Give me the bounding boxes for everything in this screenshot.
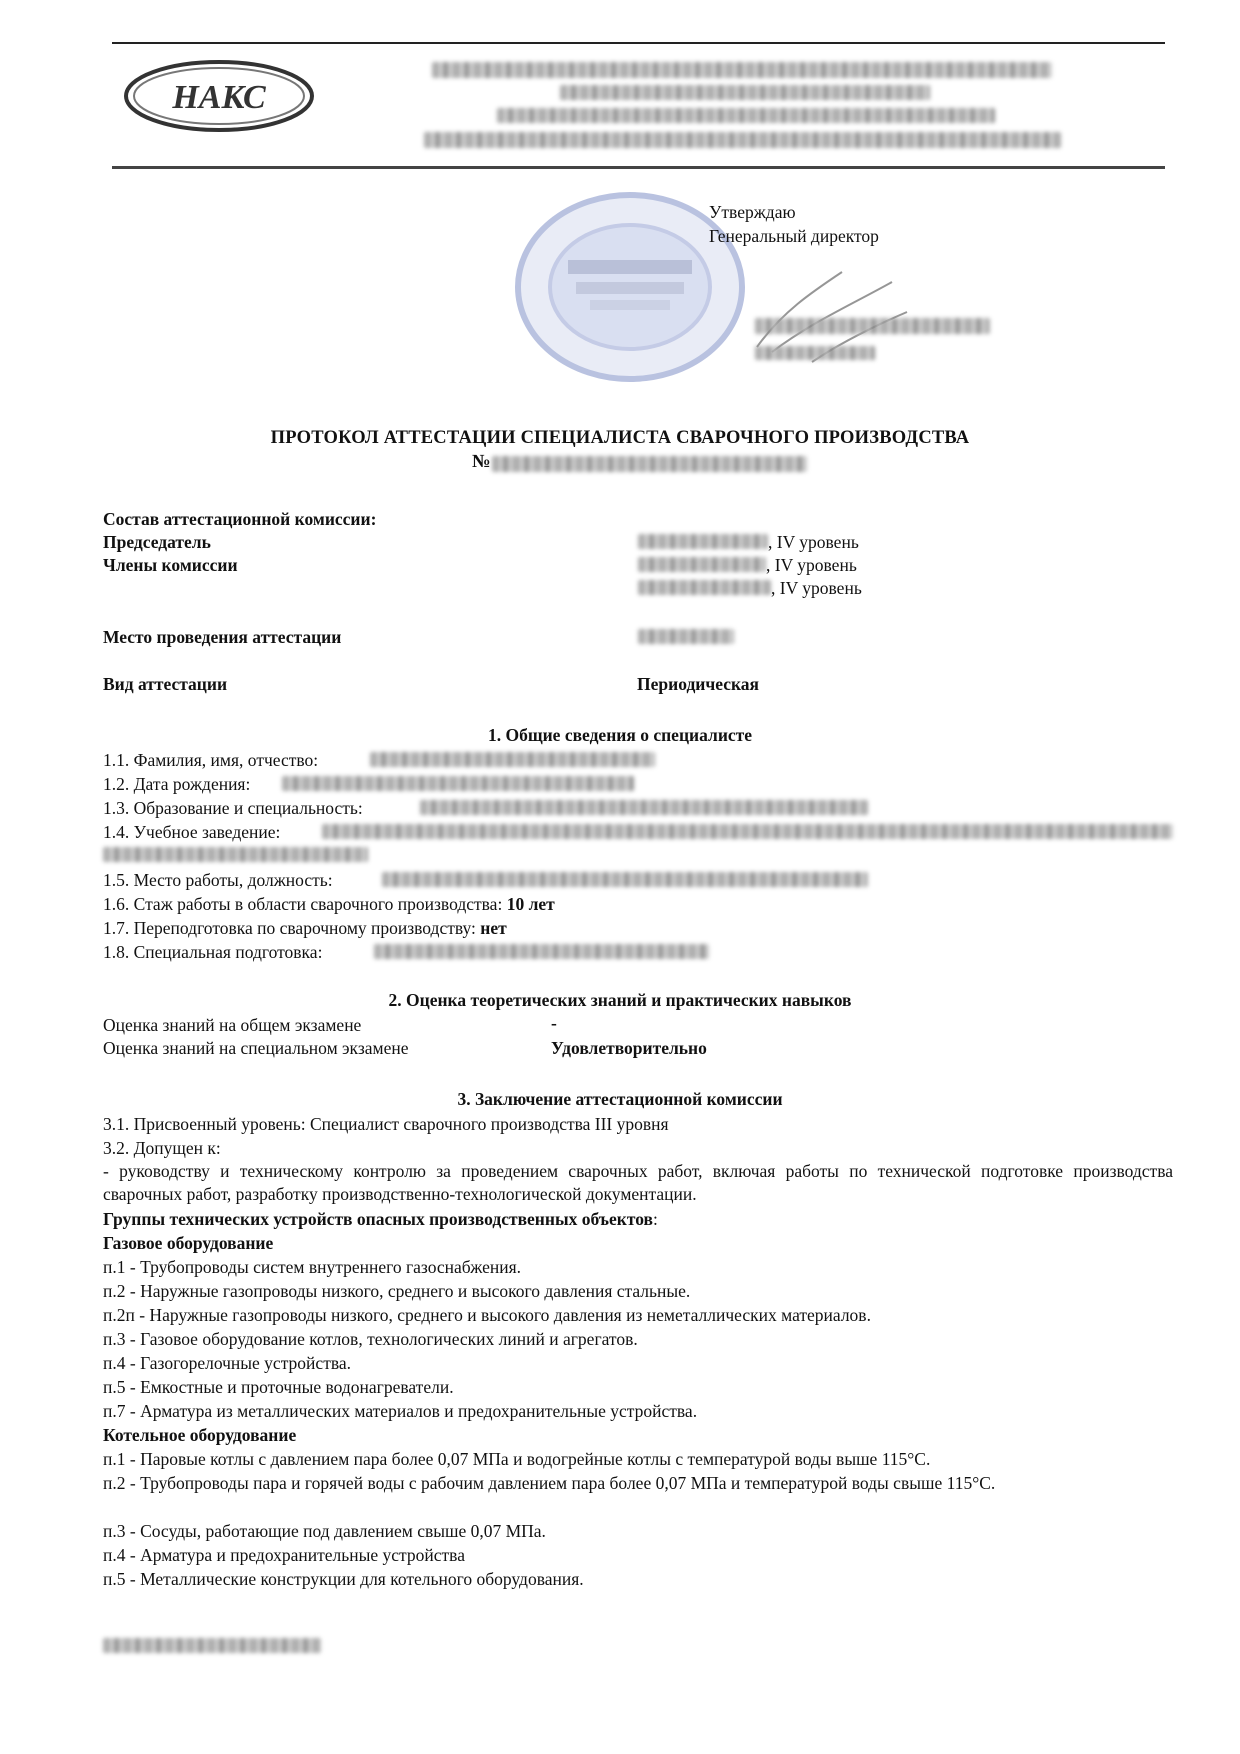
member2-level: , IV уровень — [771, 578, 862, 598]
device-groups-colon: : — [653, 1209, 658, 1229]
naks-logo-icon — [122, 58, 317, 134]
education-label: 1.3. Образование и специальность: — [103, 798, 363, 818]
boiler-equipment-heading: Котельное оборудование — [103, 1425, 297, 1445]
attestation-type-value: Периодическая — [637, 674, 760, 694]
gas-item: п.5 - Емкостные и проточные водонагреватели. — [103, 1377, 454, 1397]
fio-label: 1.1. Фамилия, имя, отчество: — [103, 750, 319, 770]
place-value-redacted — [638, 629, 734, 644]
document-title: ПРОТОКОЛ АТТЕСТАЦИИ СПЕЦИАЛИСТА СВАРОЧНОГО ПРОИЗВОДСТВА — [270, 428, 970, 448]
retraining-row — [103, 917, 507, 939]
gas-item: п.4 - Газогорелочные устройства. — [103, 1353, 352, 1373]
gas-item: п.1 - Трубопроводы систем внутреннего газоснабжения. — [103, 1257, 522, 1277]
special-training-label: 1.8. Специальная подготовка: — [103, 942, 323, 962]
gas-item: п.2п - Наружные газопроводы низкого, среднего и высокого давления из неметаллических материалов. — [103, 1305, 871, 1325]
fio-redacted — [370, 752, 655, 767]
gas-item: п.3 - Газовое оборудование котлов, технологических линий и агрегатов. — [103, 1329, 638, 1349]
director-name-redacted — [755, 318, 990, 334]
section3-heading: 3. Заключение аттестационной комиссии — [457, 1089, 783, 1109]
approve-label: Утверждаю — [709, 202, 796, 222]
experience-value: 10 лет — [506, 894, 555, 914]
boiler-item: п.5 - Металлические конструкции для котельного оборудования. — [103, 1569, 584, 1589]
boiler-item: п.2 - Трубопроводы пара и горячей воды с рабочим давлением пара более 0,07 МПа и температурой воды свыше 115°С. — [103, 1473, 996, 1493]
place-label: Место проведения аттестации — [103, 627, 342, 647]
section1-heading: 1. Общие сведения о специалисте — [487, 725, 753, 745]
gas-equipment-heading: Газовое оборудование — [103, 1233, 274, 1253]
attestation-type-label: Вид аттестации — [103, 674, 228, 694]
members-label: Члены комиссии — [103, 555, 238, 575]
retraining-value: нет — [480, 918, 507, 938]
protocol-number-sign: № — [472, 452, 491, 472]
approver-position: Генеральный директор — [709, 226, 879, 246]
gas-item: п.2 - Наружные газопроводы низкого, среднего и высокого давления стальные. — [103, 1281, 691, 1301]
chairman-label: Председатель — [103, 532, 211, 552]
protocol-number-redacted — [492, 456, 807, 472]
experience-row — [103, 893, 555, 915]
school-redacted-line2 — [103, 847, 368, 862]
top-rule — [112, 42, 1165, 44]
member1-level: , IV уровень — [766, 555, 857, 575]
section2-heading: 2. Оценка теоретических знаний и практических навыков — [388, 990, 852, 1010]
birth-label: 1.2. Дата рождения: — [103, 774, 251, 794]
boiler-item: п.3 - Сосуды, работающие под давлением свыше 0,07 МПа. — [103, 1521, 546, 1541]
gas-item: п.7 - Арматура из металлических материалов и предохранительные устройства. — [103, 1401, 698, 1421]
member2-name-redacted — [638, 580, 771, 595]
device-groups-label: Группы технических устройств опасных производственных объектов — [103, 1209, 653, 1229]
work-label: 1.5. Место работы, должность: — [103, 870, 333, 890]
birth-redacted — [282, 776, 634, 791]
boiler-item: п.4 - Арматура и предохранительные устройства — [103, 1545, 465, 1565]
special-training-redacted — [374, 944, 709, 959]
experience-label: 1.6. Стаж работы в области сварочного производства: — [103, 894, 503, 914]
boiler-item: п.1 - Паровые котлы с давлением пара более 0,07 МПа и водогрейные котлы с температурой воды выше 115°С. — [103, 1449, 931, 1469]
education-redacted — [420, 800, 868, 815]
work-redacted — [382, 872, 868, 887]
footer-code-redacted — [103, 1638, 321, 1653]
admission-scope: - руководству и техническому контролю за проведением сварочных работ, включая работы по технической подготовке производства сварочных работ, разработку производственно-технологической документации. — [103, 1161, 1173, 1204]
assigned-level: 3.1. Присвоенный уровень: Специалист сварочного производства III уровня — [103, 1114, 669, 1134]
device-groups-row — [103, 1208, 658, 1230]
admitted-label: 3.2. Допущен к: — [103, 1138, 221, 1158]
chairman-name-redacted — [638, 534, 768, 549]
special-exam-label: Оценка знаний на специальном экзамене — [103, 1038, 409, 1058]
school-redacted-line1 — [322, 824, 1173, 839]
commission-label: Состав аттестационной комиссии: — [103, 509, 377, 529]
member1-name-redacted — [638, 557, 766, 572]
approval-date-redacted — [755, 346, 875, 360]
chairman-level: , IV уровень — [768, 532, 859, 552]
retraining-label: 1.7. Переподготовка по сварочному производству: — [103, 918, 476, 938]
general-exam-label: Оценка знаний на общем экзамене — [103, 1015, 362, 1035]
special-exam-value: Удовлетворительно — [551, 1038, 707, 1058]
logo-text: НАКС — [172, 79, 266, 116]
header-rule — [112, 166, 1165, 169]
general-exam-value: - — [551, 1013, 557, 1033]
naks-logo — [122, 58, 317, 134]
school-label: 1.4. Учебное заведение: — [103, 822, 281, 842]
